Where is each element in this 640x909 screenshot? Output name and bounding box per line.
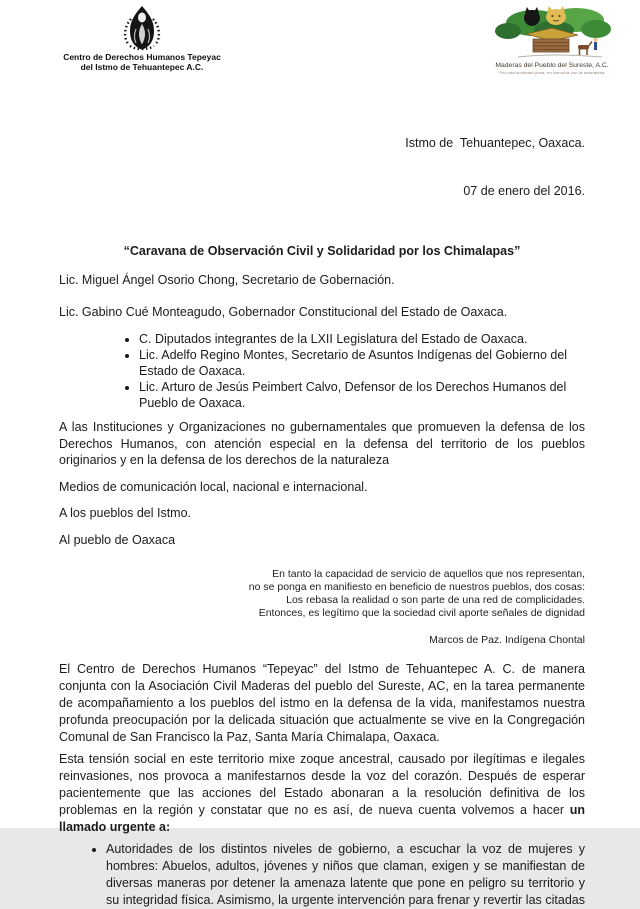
epigraph-line: En tanto la capacidad de servicio de aquellos que nos representan, bbox=[272, 568, 585, 580]
virgin-guadalupe-emblem-icon bbox=[116, 5, 168, 51]
dateline-date: 07 de enero del 2016. bbox=[463, 184, 585, 198]
recipient-line-2: Lic. Gabino Cué Monteagudo, Gobernador Constitucional del Estado de Oaxaca. bbox=[59, 305, 508, 319]
body-paragraph-2-bold: un llamado urgente a: bbox=[59, 803, 585, 834]
body-paragraph-1: El Centro de Derechos Humanos “Tepeyac” del Istmo de Tehuantepec A. C. de manera conjunta con la Asociación Civil Maderas del pueblo del Sureste, AC, en la tarea permanente de acompañamiento a los pueblos del istmo en la defensa de la vida, manifestamos nuestra profunda preocupación por la delicada situación que actualmente se vive en la Congregación Comunal de San Francisco la Paz, Santa María Chimalapa, Oaxaca. bbox=[59, 662, 585, 744]
maderas-caption: Maderas del Pueblo del Sureste, A.C. bbox=[495, 62, 609, 69]
recipient-bullet-list bbox=[59, 331, 585, 411]
paragraph-media: Medios de comunicación local, nacional e internacional. bbox=[59, 479, 368, 494]
tepeyac-logo bbox=[58, 5, 226, 72]
demands-bullet-list bbox=[59, 841, 585, 909]
epigraph-line: Entonces, es legítimo que la sociedad civil aporte señales de dignidad bbox=[258, 607, 585, 619]
paragraph-ngos: A las Instituciones y Organizaciones no gubernamentales que promueven la defensa de los Derechos Humanos, con atención especial en la defensa del territorio de los pueblos originarios y en la defensa de los derechos de la naturaleza bbox=[59, 420, 585, 467]
body-paragraph-2-text: Esta tensión social en este territorio mixe zoque ancestral, causado por ilegítimas e ilegales reinvasiones, nos provoca a manifestarnos desde la voz del corazón. Después de esperar pacientemente que las acciones del Estado abonaran a la resolución definitiva de los problemas en la región y constatar que no es así, de nueva cuenta volvemos a hacer bbox=[59, 752, 585, 817]
tepeyac-caption-line1: Centro de Derechos Humanos Tepeyac bbox=[63, 52, 221, 62]
demands-bullet-item: • Autoridades de los distintos niveles de gobierno, a escuchar la voz de mujeres y hombres: Abuelos, adultos, jóvenes y niños que claman, exigen y se manifiestan de diversas maneras por detener la amenaza latente que pone en peligro su territorio y su integridad física. Asimismo, la urgente intervención para frenar y revertir las citadas bbox=[106, 841, 585, 909]
maderas-tagline: Por una sociedad justa, en armonía con la naturaleza bbox=[499, 69, 605, 75]
dateline-place: Istmo de Tehuantepec, Oaxaca. bbox=[405, 136, 585, 150]
recipient-bullet-item: • Lic. Adelfo Regino Montes, Secretario de Asuntos Indígenas del Gobierno del Estado de Oaxaca. bbox=[139, 347, 585, 379]
letterhead bbox=[0, 0, 640, 88]
recipient-bullet-item: • Lic. Arturo de Jesús Peimbert Calvo, Defensor de los Derechos Humanos del Pueblo de Oaxaca. bbox=[139, 379, 585, 411]
epigraph-line: Los rebasa la realidad o son parte de una red de complicidades. bbox=[286, 594, 585, 606]
epigraph-attribution: Marcos de Paz. Indígena Chontal bbox=[429, 634, 585, 646]
tepeyac-caption-line2: del Istmo de Tehuantepec A.C. bbox=[80, 61, 204, 72]
epigraph-line: no se ponga en manifiesto en beneficio de nuestros pueblos, dos cosas: bbox=[248, 581, 585, 593]
recipient-line-1: Lic. Miguel Ángel Osorio Chong, Secretario de Gobernación. bbox=[59, 273, 395, 287]
maderas-illustration-icon bbox=[490, 6, 614, 60]
body-paragraph-2 bbox=[59, 751, 585, 836]
paragraph-istmo: A los pueblos del Istmo. bbox=[59, 506, 192, 520]
dateline bbox=[59, 103, 585, 231]
document-title: “Caravana de Observación Civil y Solidaridad por los Chimalapas” bbox=[123, 244, 521, 258]
paragraph-oaxaca: Al pueblo de Oaxaca bbox=[59, 532, 176, 547]
maderas-logo bbox=[486, 6, 618, 75]
recipient-bullet-item: • C. Diputados integrantes de la LXII Legislatura del Estado de Oaxaca. bbox=[139, 331, 585, 347]
epigraph-quote bbox=[59, 568, 585, 620]
